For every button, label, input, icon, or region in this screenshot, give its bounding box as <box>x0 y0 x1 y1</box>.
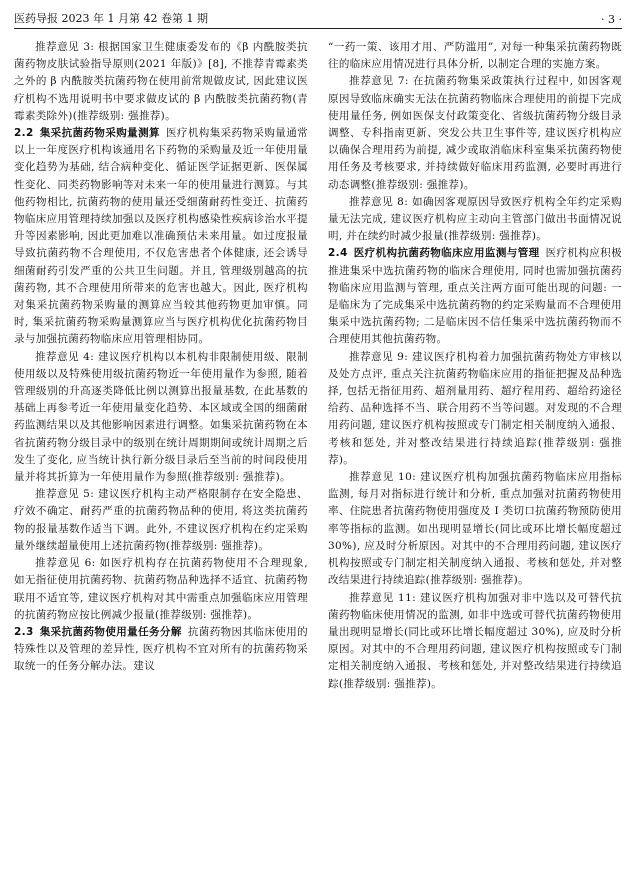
body-paragraph: 推荐意见 4: 建议医疗机构以本机构非限制使用级、限制使用级以及特殊使用级抗菌药物近一年使用量作为参照, 随着管理级别的升高逐类降低比例以测算出报量基数, 在此基数的基础上再参考近一年使用量变化趋势、本区域或全国的细菌耐药监测结果以及其他影响因素进行调整。如集采抗菌药物在本省抗菌药物分级目录中的级别在统计周期期间或统计周期之后发生了变化, 应当统计执行新分级目录后至当前的时间段使用量并将其折算为一年使用量作为参照(推荐级别: 强推荐)。 <box>14 350 308 484</box>
journal-issue-label: 医药导报 2023 年 1 月第 42 卷第 1 期 <box>14 12 208 25</box>
body-paragraph: 推荐意见 10: 建议医疗机构加强抗菌药物临床应用指标监测, 每月对指标进行统计和分析, 重点加强对抗菌药物使用率、住院患者抗菌药物使用强度及 Ⅰ 类切口抗菌药物预防使用率等指标的监测。如出现明显增长(同比或环比增长幅度超过 30%), 应及时分析原因。对其中的不合理用药问题, 建议医疗机构按照或专门制定相关制度纳入通报、考核和惩处, 并对整改结果进行持续追踪(推荐级别: 强推荐)。 <box>328 471 622 587</box>
section-paragraph <box>14 624 308 676</box>
body-paragraph: 推荐意见 5: 建议医疗机构主动严格限制存在安全隐患、疗效不确定、耐药严重的抗菌药物品种的使用, 将这类抗菌药物的报量基数作适当下调。此外, 不建议医疗机构在约定采购量外继续超量使用上述抗菌药物(推荐级别: 强推荐)。 <box>14 488 308 552</box>
body-paragraph: 推荐意见 11: 建议医疗机构加强对非中选以及可替代抗菌药物临床使用情况的监测, 如非中选或可替代抗菌药物使用量出现明显增长(同比或环比增长幅度超过 30%), 应及时分析原因。对其中的不合理用药问题, 建议医疗机构按照或专门制定相关制度纳入通报、考核和惩处, 并对整改结果进行持续追踪(推荐级别: 强推荐)。 <box>328 591 622 690</box>
body-paragraph: 推荐意见 8: 如确因客观原因导致医疗机构全年约定采购量无法完成, 建议医疗机构应主动向主管部门做出书面情况说明, 并在续约时减少报量(推荐级别: 强推荐)。 <box>328 195 622 243</box>
body-paragraph: 推荐意见 7: 在抗菌药物集采政策执行过程中, 如因客观原因导致临床确实无法在抗菌药物临床合理使用的前提下完成使用量任务, 例如医保支付政策变化、省级抗菌药物分级目录调整、专科指南更新、突发公共卫生事件等, 建议医疗机构应以确保合理用药为前提, 减少或取消临床科室集采抗菌药物使用任务及考核要求, 并持续做好临床用药监测, 必要时再进行动态调整(推荐级别: 强推荐)。 <box>328 75 622 191</box>
section-body-text: 医疗机构集采药物采购量通常以上一年度医疗机构该通用名下药物的采购量及近一年使用量变化趋势为基础, 结合病种变化、循证医学证据更新、医保属性变化、同类药物影响等对未来一年的使用量进行测算。与其他药物相比, 抗菌药物的使用量还受细菌耐药性变迁、抗菌药物临床应用管理持续加强以及医疗机构感染性疾病诊治水平提升等因素影响, 因此更加难以准确预估未来用量。如过度报量导致抗菌药物不合理使用, 不仅危害患者个体健康, 还会诱导细菌耐药引发严重的公共卫生问题。并且, 管理级别越高的抗菌药物, 其不合理使用所带来的危害也越大。因此, 医疗机构对集采抗菌药物采购量的测算应当较其他药物更加审慎。同时, 集采抗菌药物采购量测算应当与医疗机构优化抗菌药物目录与加强抗菌药物临床应用管理相协同。 <box>14 127 308 346</box>
body-paragraph: 推荐意见 9: 建议医疗机构着力加强抗菌药物处方审核以及处方点评, 重点关注抗菌药物临床应用的指征把握及品种选择, 包括无指征用药、超剂量用药、超疗程用药、超给药途径给药、品种选择不当、联合用药不当等问题。对发现的不合理用药问题, 建议医疗机构按照或专门制定相关制度纳入通报、考核和惩处, 并对整改结果进行持续追踪(推荐级别: 强推荐)。 <box>328 350 622 466</box>
section-body-text: 抗菌药物因其临床使用的特殊性以及管理的差异性, 医疗机构不宜对所有的抗菌药物采取统一的任务分解办法。建议 <box>14 625 308 673</box>
right-column <box>328 39 622 693</box>
body-paragraph: 推荐意见 3: 根据国家卫生健康委发布的《β 内酰胺类抗菌药物皮肤试验指导原则(2021 年版)》[8], 不推荐青霉素类之外的 β 内酰胺类抗菌药物在使用前常规做皮试, 因此建议医疗机构不选用说明书中要求做皮试的 β 内酰胺类抗菌药物(青霉素类除外)(推荐级别: 强推荐)。 <box>14 41 308 122</box>
left-column <box>14 39 308 693</box>
section-paragraph <box>14 125 308 349</box>
body-paragraph: “一药一策、该用才用、严防滥用”, 对每一种集采抗菌药物既往的临床应用情况进行具体分析, 以制定合理的实施方案。 <box>328 41 622 71</box>
page-number: · 3 · <box>601 13 622 26</box>
section-number: 2.3 <box>14 625 34 638</box>
section-body-text: 医疗机构应积极推进集采中选抗菌药物的临床合理使用, 同时也需加强抗菌药物临床应用监测与管理, 重点关注两方面可能出现的问题: 一是临床为了完成集采中选抗菌药物的约定采购量而不合理使用集采中选抗菌药物; 二是临床因不信任集采中选抗菌药物而不合理使用其他抗菌药物。 <box>328 247 622 346</box>
running-header <box>14 6 622 29</box>
section-title: 医疗机构抗菌药物临床应用监测与管理 <box>353 247 540 260</box>
section-title: 集采抗菌药物使用量任务分解 <box>39 625 182 638</box>
body-paragraph: 推荐意见 6: 如医疗机构存在抗菌药物使用不合理现象, 如无指征使用抗菌药物、抗菌药物品种选择不适宜、抗菌药物联用不适宜等, 建议医疗机构对其中需重点加强临床应用管理的抗菌药物应按比例减少报量(推荐级别: 强推荐)。 <box>14 557 308 621</box>
section-number: 2.2 <box>14 127 34 140</box>
two-column-body <box>14 39 622 693</box>
section-paragraph <box>328 245 622 348</box>
section-title: 集采抗菌药物采购量测算 <box>39 127 160 140</box>
section-number: 2.4 <box>328 247 348 260</box>
